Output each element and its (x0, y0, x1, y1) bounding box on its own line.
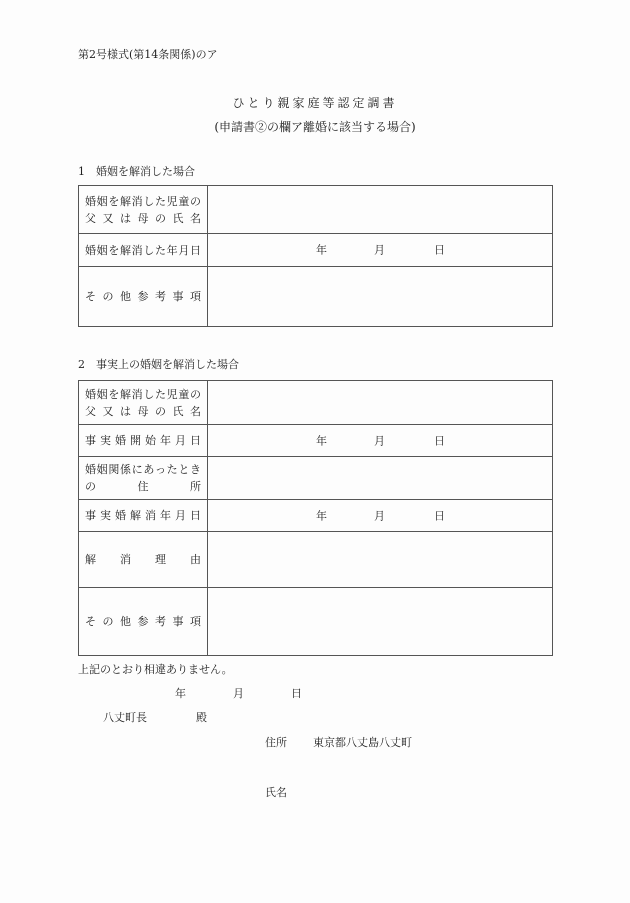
day-label: 日 (291, 687, 302, 700)
label: の住所 (85, 480, 201, 493)
label: 父又は母の氏名 (85, 211, 201, 225)
table-row (79, 457, 553, 500)
parent-name-field[interactable] (208, 186, 553, 234)
reason-field[interactable] (208, 532, 553, 588)
table-row (79, 588, 553, 656)
label: 婚姻を解消した年月日 (85, 243, 201, 257)
form-number: 第2号様式(第14条関係)のア (78, 48, 218, 61)
page-subtitle: (申請書②の欄ア離婚に該当する場合) (214, 120, 416, 134)
label: 解消理由 (85, 553, 201, 566)
addressee: 八丈町長 (103, 711, 147, 724)
table-row (79, 267, 553, 327)
year-label: 年 (316, 434, 327, 447)
declaration: 上記のとおり相違ありません。 (78, 663, 233, 676)
address-field[interactable] (208, 457, 553, 500)
label: 父又は母の氏名 (85, 404, 201, 418)
section1-table (78, 185, 553, 327)
month-label: 月 (374, 509, 385, 522)
honorific: 殿 (196, 711, 207, 724)
month-label: 月 (233, 687, 244, 700)
page-title: ひとり親家庭等認定調書 (232, 96, 398, 110)
day-label: 日 (434, 434, 445, 447)
day-label: 日 (434, 509, 445, 522)
label: その他参考事項 (85, 290, 201, 303)
table-row (79, 532, 553, 588)
section1-heading: 1 婚姻を解消した場合 (78, 165, 195, 178)
label: 事実婚開始年月日 (85, 434, 201, 447)
month-label: 月 (374, 434, 385, 447)
address-value: 東京都八丈島八丈町 (313, 736, 412, 749)
other-notes-field[interactable] (208, 267, 553, 327)
label: その他参考事項 (85, 615, 201, 628)
label: 婚姻関係にあったとき (85, 463, 201, 476)
section2-heading: 2 事実上の婚姻を解消した場合 (78, 358, 239, 371)
label: 婚姻を解消した児童の (85, 387, 201, 401)
table-row (79, 234, 553, 267)
address-label: 住所 (265, 736, 287, 749)
month-label: 月 (374, 243, 385, 257)
end-date-field[interactable] (208, 500, 553, 532)
parent-name-field[interactable] (208, 381, 553, 425)
table-row (79, 425, 553, 457)
table-row (79, 500, 553, 532)
start-date-field[interactable] (208, 425, 553, 457)
section2-table (78, 380, 553, 656)
name-label: 氏名 (265, 786, 287, 799)
day-label: 日 (434, 243, 445, 257)
year-label: 年 (316, 243, 327, 257)
table-row (79, 381, 553, 425)
label: 事実婚解消年月日 (85, 509, 201, 522)
year-label: 年 (175, 687, 186, 700)
other-notes-field[interactable] (208, 588, 553, 656)
label: 婚姻を解消した児童の (85, 194, 201, 208)
table-row (79, 186, 553, 234)
dissolution-date-field[interactable] (208, 234, 553, 267)
year-label: 年 (316, 509, 327, 522)
